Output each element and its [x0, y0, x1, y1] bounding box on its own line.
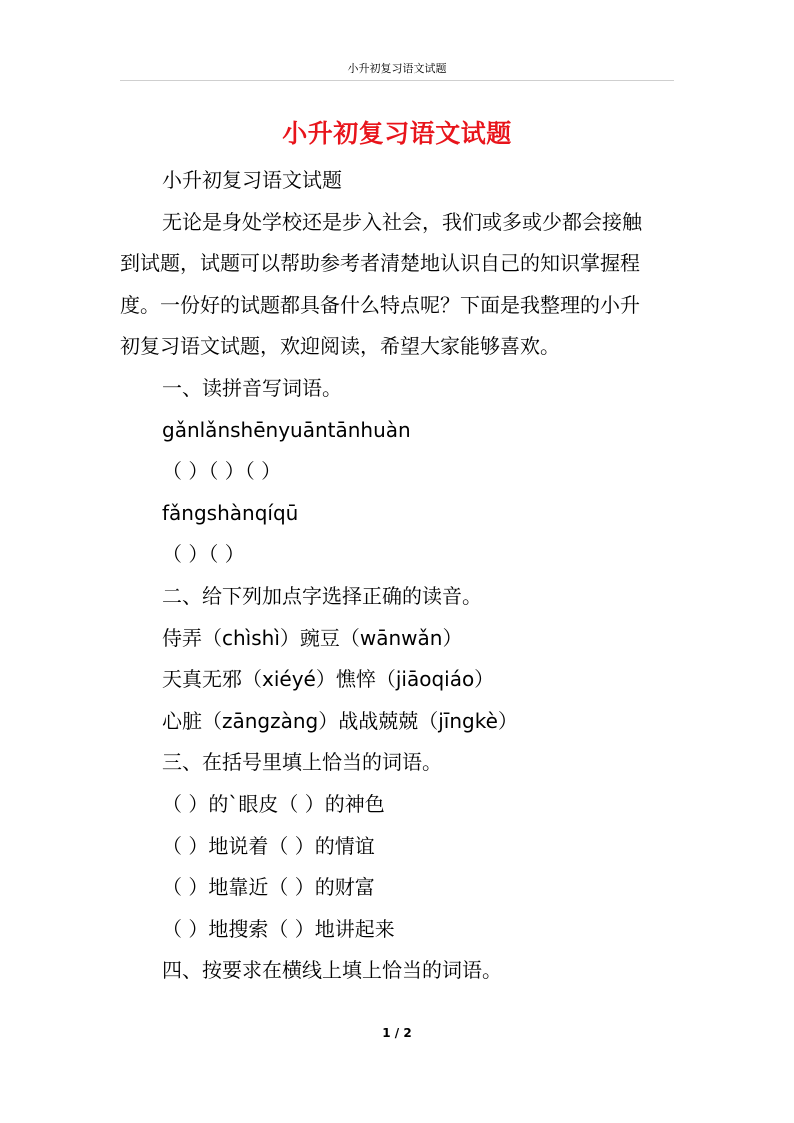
intro-line-4: 初复习语文试题，欢迎阅读，希望大家能够喜欢。	[120, 334, 560, 359]
blank-line-2: （ ）（ ）	[162, 542, 245, 567]
intro-line-2: 到试题，试题可以帮助参考者清楚地认识自己的知识掌握程	[120, 251, 640, 276]
section-heading-2: 二、给下列加点字选择正确的读音。	[162, 583, 482, 608]
running-header: 小升初复习语文试题	[347, 62, 447, 75]
fill-item-4: （ ）地搜索（ ）地讲起来	[162, 916, 395, 941]
reading-item-1: 侍弄（chìshì）豌豆（wānwǎn）	[162, 625, 463, 650]
pinyin-line-2: fǎngshànqíqū	[162, 500, 299, 525]
section-heading-4: 四、按要求在横线上填上恰当的词语。	[162, 958, 502, 983]
blank-line-1: （ ）（ ）（ ）	[162, 459, 282, 484]
page-number: 1 / 2	[382, 1026, 412, 1040]
section-heading-1: 一、读拼音写词语。	[162, 375, 342, 400]
intro-line-1: 无论是身处学校还是步入社会，我们或多或少都会接触	[162, 209, 642, 234]
subtitle-line: 小升初复习语文试题	[162, 168, 342, 192]
pinyin-line-1: gǎnlǎnshēnyuāntānhuàn	[162, 417, 411, 442]
header-divider	[120, 80, 674, 81]
document-title: 小升初复习语文试题	[282, 119, 512, 148]
intro-line-3: 度。一份好的试题都具备什么特点呢？下面是我整理的小升	[120, 292, 640, 317]
fill-item-1: （ ）的`眼皮（ ）的神色	[162, 791, 385, 816]
fill-item-2: （ ）地说着（ ）的情谊	[162, 833, 375, 858]
reading-item-2: 天真无邪（xiéyé）憔悴（jiāoqiáo）	[162, 667, 495, 692]
fill-item-3: （ ）地靠近（ ）的财富	[162, 875, 375, 900]
reading-item-3: 心脏（zāngzàng）战战兢兢（jīngkè）	[162, 708, 518, 733]
document-body	[120, 160, 676, 992]
section-heading-3: 三、在括号里填上恰当的词语。	[162, 750, 442, 775]
